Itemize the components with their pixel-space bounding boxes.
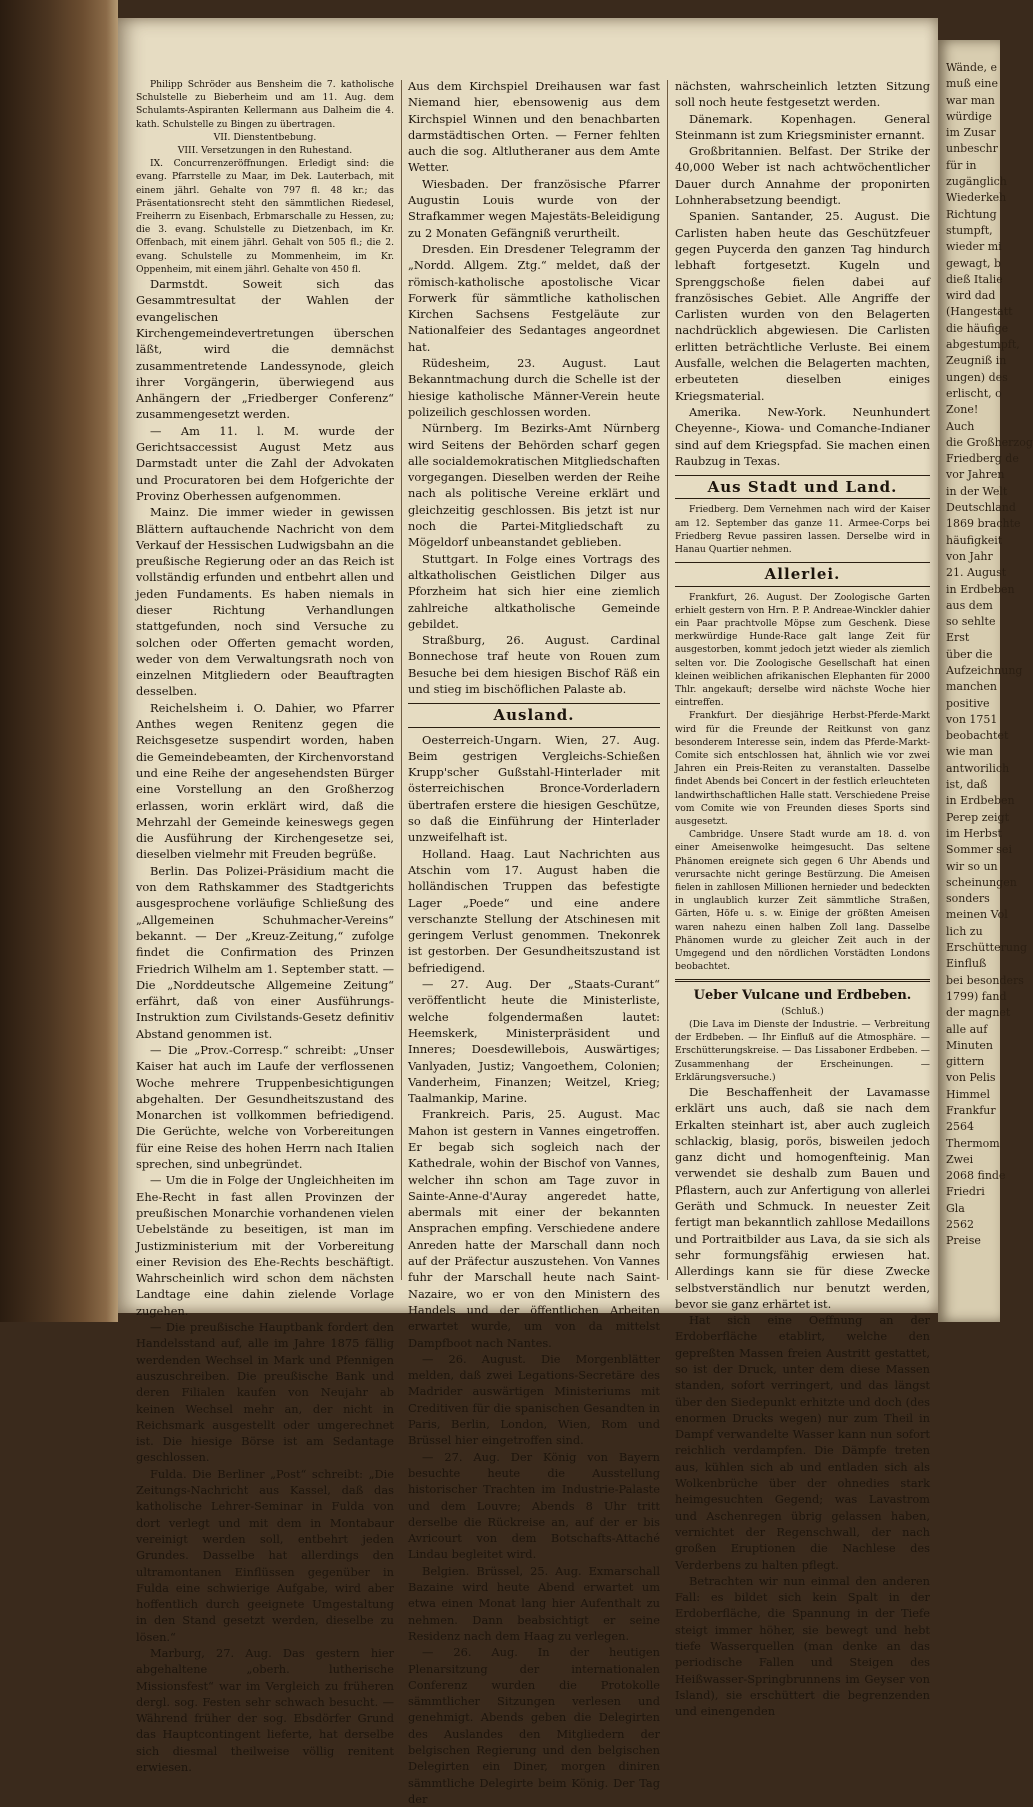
section-heading-stadt-und-land: Aus Stadt und Land. — [675, 475, 930, 499]
article-grossbritannien: Großbritannien. Belfast. Der Strike der 40,000 Weber ist nach achtwöchentlicher Dauer durch Annahme der proponirten Lohnherabsetzung beendigt. — [675, 144, 930, 208]
article-nuernberg: Nürnberg. Im Bezirks-Amt Nürnberg wird Seitens der Behörden scharf gegen alle socialdemokratischen Mitgliedschaften vorgegangen. Dieselben werden der Reihe nach als politische Vereine erklärt und gleichzeitig geschlossen. Bis jetzt ist nur noch die Partei-Mitgliedschaft zu Mögeldorf unbeanstandet geblieben. — [408, 421, 660, 550]
article-spanien: Spanien. Santander, 25. August. Die Carlisten haben heute das Geschützfeuer gegen Puycerda den ganzen Tag hindurch lebhaft fortgesetzt. Kugeln und Sprenggschoße fielen dabei auf französisches Gebiet. Alle Angriffe der Carlisten wurden von den Belagerten nachdrücklich abgewiesen. Die Carlisten erlitten beträchtliche Verluste. Bei einem Ausfalle, welchen die Belagerten machten, erbeuteten dieselben einiges Kriegsmaterial. — [675, 209, 930, 403]
feuilleton-subtitle: (Schluß.) — [781, 1005, 824, 1017]
article-dresden: Dresden. Ein Dresdener Telegramm der „Nordd. Allgem. Ztg.“ meldet, daß der römisch-katholische apostolische Vicar Forwerk für sämmtliche katholischen Kirchen Sachsens Festgeläute zur Nationalfeier des Sedantages angeordnet hat. — [408, 241, 660, 354]
article-berlin-3: — Um die in Folge der Ungleichheiten im Ehe-Recht in fast allen Provinzen der preußischen Monarchie vorhandenen vielen Uebelstände zu beseitigen, ist man im Justizministerium mit der Vorbereitung einer Revision des Ehe-Rechts beschäftigt. Wahrscheinlich wird schon dem nächsten Landtage eine dahin zielende Vorlage zugehen. — [136, 1173, 394, 1318]
article-marburg: Marburg, 27. Aug. Das gestern hier abgehaltene „oberh. lutherische Missionsfest“ war im Vergleich zu früheren dergl. sog. Festen sehr schwach besucht. — Während früher der sog. Ebsdörfer Grund das Hauptcontingent lieferte, hat derselbe sich diesmal theilweise völlig renitent erwiesen. — [136, 1645, 394, 1775]
feuilleton-paragraph-2: Hat sich eine Oeffnung an der Erdoberfläche etablirt, welche den gepreßten Massen freien Austritt gestattet, so ist der Druck, unter dem diese Massen standen, sofort verringert, und das längst über den Siedepunkt erhitzte und doch (des enormen Drucks wegen) nur zum Theil in Dampf verwandelte Wasser kann nun sofort reichlich verdampfen. Die Dämpfe treten aus, kühlen sich ab und entladen sich als Wolkenbrüche über der ohnedies stark heimgesuchten Gegend; was Lavastrom und Aschenregen übrig gelassen haben, vernichtet der Regenschwall, der nach großen Eruptionen die Nachlese des Verderbens zu halten pflegt. — [675, 1313, 930, 1572]
article-continuation: nächsten, wahrscheinlich letzten Sitzung soll noch heute festgesetzt werden. — [675, 79, 930, 110]
article-belgien-1: Belgien. Brüssel, 25. Aug. Exmarschall Bazaine wird heute Abend erwartet um etwa einen Monat lang hier Aufenthalt zu nehmen. Dann beabsichtigt er seine Residenz nach dem Haag zu verlegen. — [408, 1563, 660, 1643]
column-1 — [136, 78, 394, 1775]
article-darmstadt-2: — Am 11. l. M. wurde der Gerichtsaccessist August Metz aus Darmstadt unter die Zahl der Advokaten und Procuratoren bei dem Hofgerichte der Provinz Oberhessen aufgenommen. — [136, 423, 394, 503]
article-cambridge: Cambridge. Unsere Stadt wurde am 18. d. von einer Ameisenwolke heimgesucht. Das seltene Phänomen ereignete sich gegen 6 Uhr Abends und verursachte nicht geringe Bestürzung. Die Ameisen fielen in zahllosen Millionen hernieder und bedeckten in unglaublich kurzer Zeit sämmtliche Straßen, Gärten, Höfe u. s. w. Einige der größten Ameisen waren nahezu einen halben Zoll lang. Dasselbe Phänomen wurde zu gleicher Zeit auch in der Umgegend und den nördlichen Vorstädten Londons beobachtet. — [675, 829, 930, 973]
feuilleton-paragraph-3: Betrachten wir nun einmal den anderen Fall: es bildet sich kein Spalt in der Erdoberfläche, die Spannung in der Tiefe steigt immer höher, sie bewegt und hebt tiefe Wasserquellen (man denke an das periodische Fallen und Steigen des Heißwasser-Springbrunnens im Geyser von Island), sie erschüttert die begrenzenden und einengenden — [675, 1573, 930, 1719]
column-rule-1 — [401, 80, 402, 1280]
section-heading-ausland: Ausland. — [408, 703, 660, 727]
article-frankreich-3: — 27. Aug. Der König von Bayern besuchte heute die Ausstellung historischer Trachten im Industrie-Palaste und dem Louvre; Abends 8 Uhr tritt derselbe die Rückreise an, auf der er bis Avricourt von dem Botschafts-Attaché Lindau begleitet wird. — [408, 1449, 660, 1562]
article-frankreich-1: Frankreich. Paris, 25. August. Mac Mahon ist gestern in Vannes eingetroffen. Er begab sich sogleich nach der Kathedrale, wohin der Bischof von Vannes, welcher ihn schon am Tage zuvor in Sainte-Anne-d'Auray angeredet hatte, abermals mit einer der bekannten Ansprachen empfing. Verschiedene andere Anreden hatte der Marschall dann noch auf der Präfectur auszustehen. Von Vannes fuhr der Marschall heute nach Saint-Nazaire, wo er von den Ministern des Handels und der öffentlichen Arbeiten erwartet wurde, um von da mittelst Dampfboot nach Nantes. — [408, 1107, 660, 1350]
article-holland-2: — 27. Aug. Der „Staats-Curant“ veröffentlicht heute die Ministerliste, welche folgendermaßen lautet: Heemskerk, Ministerpräsident und Inneres; Doesdewillebois, Auswärtiges; Vanlyaden, Justiz; Vangoethem, Colonien; Vanderheim, Finanzen; Weitzel, Krieg; Taalmankip, Marine. — [408, 977, 660, 1106]
list-item: IX. Concurrenzeröffnungen. Erledigt sind: die evang. Pfarrstelle zu Maar, im Dek. Lauterbach, mit einem jährl. Gehalte von 797 fl. 48 kr.; das Präsentationsrecht steht den sämmtlichen Riedesel, Freiherrn zu Eisenbach, Erbmarschalle zu Hessen, zu; die 3. evang. Schulstelle zu Dietzenbach, im Kr. Offenbach, mit einem jährl. Gehalt von 505 fl.; die 2. evang. Schulstelle zu Mommenheim, im Kr. Oppenheim, mit einem jährl. Gehalte von 450 fl. — [136, 158, 394, 275]
article-reichelsheim: Reichelsheim i. O. Dahier, wo Pfarrer Anthes wegen Renitenz gegen die Reichsgesetze suspendirt worden, haben die Gemeindebeamten, der Kirchenvorstand und eine Reihe der angesehendsten Bürger eine Vorstellung an den Großherzog erlassen, worin erklärt wird, daß die Mehrzahl der Gemeinde keineswegs gegen die Ausführung der Kirchengesetze sei, dieselben vielmehr mit Freuden begrüße. — [136, 700, 394, 862]
article-mainz: Mainz. Die immer wieder in gewissen Blättern auftauchende Nachricht von dem Verkauf der Hessischen Ludwigsbahn an die preußische Regierung oder an das Reich ist vollständig erfunden und entbehrt allen und jeden Fundaments. Es haben niemals in dieser Richtung Verhandlungen stattgefunden, noch sind Versuche zu solchen oder Offerten gemacht worden, weder von dem Verwaltungsrath noch von einzelnen Mitgliedern oder Beauftragten desselben. — [136, 505, 394, 699]
double-rule — [675, 979, 930, 982]
article-berlin-1: Berlin. Das Polizei-Präsidium macht die von dem Rathskammer des Stadtgerichts ausgesprochene vorläufige Schließung des „Allgemeinen Schuhmacher-Vereins“ bekannt. — Der „Kreuz-Zeitung,“ zufolge findet die Confirmation des Prinzen Friedrich Wilhelm am 1. September statt. — Die „Norddeutsche Allgemeine Zeitung“ erfährt, daß von einer Ausführungs-Instruktion zum Civilstands-Gesetz definitiv Abstand genommen ist. — [136, 863, 394, 1041]
article-frankreich-2: — 26. August. Die Morgenblätter melden, daß zwei Legations-Secretäre des Madrider auswärtigen Ministeriums mit Creditiven für die spanischen Gesandten in Paris, Berlin, London, Wien, Rom und Brüssel hier eingetroffen sind. — [408, 1351, 660, 1448]
list-item: Philipp Schröder aus Bensheim die 7. katholische Schulstelle zu Bieberheim und am 11. Aug. dem Schulamts-Aspiranten Kellermann aus Dalheim die 4. kath. Schulstelle zu Bingen zu übertragen. — [136, 79, 394, 130]
article-frankfurt-zoo: Frankfurt, 26. August. Der Zoologische Garten erhielt gestern von Hrn. P. P. Andreae-Winckler dahier ein Paar prachtvolle Möpse zum Geschenk. Diese merkwürdige Hunde-Race galt lange Zeit für ausgestorben, kommt jedoch jetzt wieder als ziemlich selten vor. Die Zoologische Gesellschaft hat einen kleinen weiblichen afrikanischen Elephanten für 2000 Thlr. angekauft; derselbe wird nächste Woche hier eintreffen. — [675, 591, 930, 709]
article-amerika: Amerika. New-York. Neunhundert Cheyenne-, Kiowa- und Comanche-Indianer sind auf dem Kriegspfad. Sie machen einen Raubzug in Texas. — [675, 404, 930, 468]
book-binding — [0, 0, 118, 1322]
section-heading-allerlei: Allerlei. — [675, 562, 930, 586]
column-3 — [675, 78, 930, 1719]
article-berlin-4: — Die preußische Hauptbank fordert den Handelsstand auf, alle im Jahre 1875 fällig werdenden Wechsel in Mark und Pfennigen auszuschreiben. Die preußische Bank und deren Filialen kaufen von Neujahr ab keinen Wechsel mehr an, der nicht in Reichsmark ausgestellt oder umgerechnet ist. Die hiesige Börse ist am Sedantage geschlossen. — [136, 1320, 394, 1465]
next-page-fragment: Wände, e muß eine war man würdige im Zusar unbeschr für in zugänglich Wiederkeh Richtung stumpft, wieder mi gewagt, b dieß Italie wird dad (Hangestatt die häufige abgestumpft, Zeugniß in ungen) des erlischt, o Zone! Auch die Großherzog Friedberg de vor Jahren in der Welt Deutschland 1869 brachte häufigkeit von Jahr 21. August in Erdbeben aus dem so sehlte Erst über die Aufzeichnung manchen positive von 1751 beobachtet wie man antworilich ist, daß in Erdbeben Perep zeigt im Herbst Sommer sei wir so un scheinungen sonders meinen Vol lich zu Erschütterung Einfluß bei besonders 1799) fand der magnet alle auf Minuten gittern von Pelis Himmel Frankfur 2564 Thermom Zwei 2068 finde Friedri Gla 2562 Preise — [946, 61, 1033, 1248]
feuilleton-contents: (Die Lava im Dienste der Industrie. — Verbreitung der Erdbeben. — Ihr Einfluß auf die Atmosphäre. — Erschütterungskreise. — Das Lissaboner Erdbeben. — Zusammenhang der Erscheinungen. — Erklärungsversuche.) — [675, 1018, 930, 1083]
article-oesterreich: Oesterreich-Ungarn. Wien, 27. Aug. Beim gestrigen Vergleichs-Schießen Krupp'scher Gußstahl-Hinterlader mit österreichischen Bronce-Vorderladern übertrafen erstere die hiesigen Geschütze, so daß die Einführung der Hinterlader unzweifelhaft ist. — [408, 732, 660, 845]
article-darmstadt-1: Darmstdt. Soweit sich das Gesammtresultat der Wahlen der evangelischen Kirchengemeindevertretungen überschen läßt, wird die demnächst zusammentretende Landessynode, gleich ihrer Vorgängerin, überwiegend aus Anhängern der „Friedberger Conferenz“ zusammengesetzt werden. — [136, 277, 394, 422]
article-fulda: Fulda. Die Berliner „Post“ schreibt: „Die Zeitungs-Nachricht aus Kassel, daß das katholische Lehrer-Seminar in Fulda von dort verlegt und mit dem in Montabaur vereinigt werden soll, entbehrt jeden Grundes. Dasselbe hat allerdings den ultramontanen Einflüssen gegenüber in Fulda eine schwierige Aufgabe, wird aber hoffentlich durch geeignete Umgestaltung in den Stand gesetzt werden, dieselbe zu lösen.“ — [136, 1466, 394, 1644]
list-item: VII. Dienstentbebung. — [213, 131, 317, 143]
feuilleton-title: Ueber Vulcane und Erdbeben. — [693, 988, 912, 1004]
article-stuttgart: Stuttgart. In Folge eines Vortrags des altkatholischen Geistlichen Dilger aus Pforzheim hat sich hier eine ziemlich zahlreiche altkatholische Gemeinde gebildet. — [408, 551, 660, 631]
newspaper-page — [118, 18, 938, 1806]
column-rule-2 — [667, 80, 668, 1280]
article-holland-1: Holland. Haag. Laut Nachrichten aus Atschin vom 17. August haben die holländischen Truppen das befestigte Lager „Poede“ und eine andere verschanzte Stellung der Atschinesen mit geringem Verlust genommen. Tnekonrek ist gestorben. Der Gesundheitszustand ist befriedigend. — [408, 846, 660, 975]
article-strassburg: Straßburg, 26. August. Cardinal Bonnechose traf heute von Rouen zum Besuche bei dem hiesigen Bischof Räß ein und stieg im bischöflichen Palaste ab. — [408, 633, 660, 696]
next-page-edge — [938, 40, 1033, 1322]
article-ruedesheim: Rüdesheim, 23. August. Laut Bekanntmachung durch die Schelle ist der hiesige katholische Männer-Verein heute polizeilich geschlossen worden. — [408, 356, 660, 419]
feuilleton-paragraph-1: Die Beschaffenheit der Lavamasse erklärt uns auch, daß sie nach dem Erkalten steinhart ist, aber auch zugleich schlackig, blasig, porös, bisweilen jedoch ganz dicht und homogenfteinig. Man verwendet sie deshalb zum Bauen und Pflastern, auch zur Anfertigung von allerlei Geräth und Schmuck. In neuester Zeit fertigt man bekanntlich zahllose Medaillons und Portraitbilder aus Lava, da sie sich als sehr formungsfähig erwiesen hat. Allerdings kann sie für diese Zwecke selbstverständlich nur benutzt werden, bevor sie ganz erhärtet ist. — [675, 1084, 930, 1311]
article-belgien-2: — 26. Aug. In der heutigen Plenarsitzung der internationalen Conferenz wurden die Protokolle sämmtlicher Sitzungen verlesen und genehmigt. Abends geben die Delegirten des Auslandes den Mitgliedern der belgischen Regierung und den belgischen Delegirten ein Diner, morgen diniren sämmtliche Delegirte beim König. Der Tag der — [408, 1645, 660, 1806]
column-2 — [408, 78, 660, 1806]
article-friedberg: Friedberg. Dem Vernehmen nach wird der Kaiser am 12. September das ganze 11. Armee-Corps bei Friedberg Revue passiren lassen. Derselbe wird in Hanau Quartier nehmen. — [675, 504, 930, 556]
article-frankfurt-pferdemarkt: Frankfurt. Der diesjährige Herbst-Pferde-Markt wird für die Freunde der Reitkunst von ganz besonderem Interesse sein, indem das Pferde-Markt-Comite sich entschlossen hat, ähnlich wie vor zwei Jahren ein Preis-Reiten zu veranstalten. Dasselbe findet Abends bei Concert in der festlich erleuchteten landwirthschaftlichen Halle statt. Verschiedene Preise vom Comite wie von Freunden dieses Sports sind ausgesetzt. — [675, 710, 930, 827]
article-daenemark: Dänemark. Kopenhagen. General Steinmann ist zum Kriegsminister ernannt. — [675, 111, 930, 142]
article-wiesbaden: Wiesbaden. Der französische Pfarrer Augustin Louis wurde von der Strafkammer wegen Majestäts-Beleidigung zu 2 Monaten Gefängniß verurtheilt. — [408, 176, 660, 240]
article-berlin-2: — Die „Prov.-Corresp.“ schreibt: „Unser Kaiser hat auch im Laufe der verflossenen Woche mehrere Truppenbesichtigungen abgehalten. Der Gesundheitszustand des Monarchen ist vollkommen befriedigend. Die Gerüchte, welche von Vorbereitungen für eine Reise des hohen Herrn nach Italien sprechen, sind unbegründet. — [136, 1043, 394, 1172]
list-item: VIII. Versetzungen in den Ruhestand. — [177, 145, 353, 157]
article-dreihausen: Aus dem Kirchspiel Dreihausen war fast Niemand hier, ebensowenig aus dem Kirchspiel Winnen und den benachbarten darmstädtischen Orten. — Ferner fehlten auch die sog. Altlutheraner aus dem Amte Wetter. — [408, 79, 660, 175]
